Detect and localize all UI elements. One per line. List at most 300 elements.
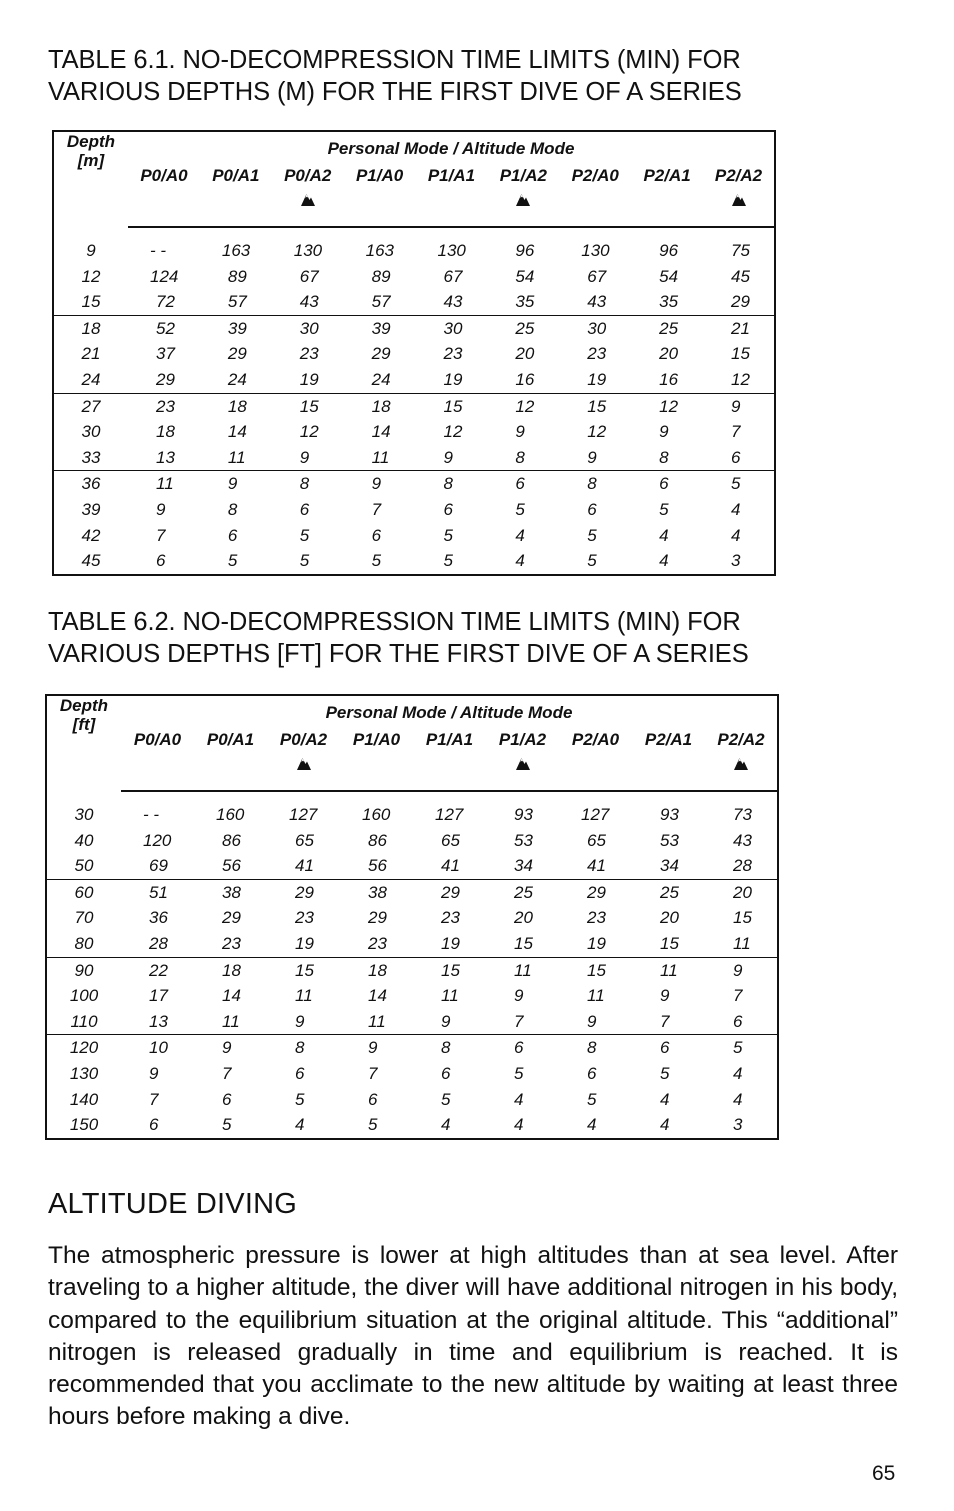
altitude-mountain-icon: [296, 756, 312, 771]
limit-cell: 23: [156, 396, 175, 416]
limit-cell: 14: [368, 986, 387, 1006]
table-row: [53, 548, 775, 575]
limit-cell: 43: [272, 289, 344, 315]
limit-cell: 19: [413, 931, 486, 957]
limit-cell: 7: [733, 986, 743, 1006]
limit-cell: 15: [299, 396, 319, 416]
table-row: [53, 523, 775, 549]
depth-cell: 50: [46, 853, 121, 879]
depth-cell: 21: [81, 344, 101, 364]
depth-cell: 40: [74, 830, 94, 850]
limit-cell: 89: [371, 266, 391, 286]
limit-cell: 6: [587, 1063, 597, 1083]
limit-cell: 23: [299, 344, 319, 364]
table-row: [46, 931, 778, 957]
mode-column-header: [200, 166, 272, 227]
limit-cell: 5: [299, 551, 310, 571]
limit-cell: 72: [128, 289, 200, 315]
mode-column-header: [487, 166, 559, 227]
limit-cell: 9: [413, 1009, 486, 1035]
limit-cell: 7: [222, 1063, 232, 1083]
limit-cell: 7: [632, 1009, 705, 1035]
table-6-2-title-line1: TABLE 6.2. NO-DECOMPRESSION TIME LIMITS (MIN) FOR: [48, 608, 741, 636]
limit-cell: 35: [631, 289, 703, 315]
depth-column-header: Depth [m]: [66, 132, 116, 170]
limit-cell: 6: [705, 1009, 778, 1035]
table-row: [46, 983, 778, 1009]
limit-cell: 25: [515, 318, 535, 338]
depth-cell: 18: [81, 318, 101, 338]
limit-cell: - -: [150, 241, 167, 260]
limit-cell: 12: [515, 396, 535, 416]
table-body: [53, 227, 775, 575]
limit-cell: 11: [514, 960, 532, 980]
limit-cell: 39: [371, 318, 391, 338]
limit-cell: 4: [515, 525, 525, 545]
table-row: [46, 1112, 778, 1139]
limit-cell: 18: [227, 396, 247, 416]
mode-column-headers: [46, 730, 778, 791]
limit-cell: 15: [731, 344, 750, 364]
table-6-1-no-deco-limits-m: [52, 130, 776, 576]
mode-column-label: P2/A1: [644, 730, 693, 749]
limit-cell: 7: [368, 1063, 378, 1083]
limit-cell: 9: [731, 396, 741, 416]
limit-cell: 4: [660, 1115, 670, 1135]
mode-column-label: P2/A2: [717, 730, 765, 749]
table-row: [46, 957, 778, 983]
limit-cell: 19: [559, 931, 632, 957]
limit-cell: 9: [272, 445, 344, 471]
mode-column-label: P1/A2: [498, 730, 547, 749]
mode-column-label: P1/A0: [352, 730, 401, 749]
limit-cell: 8: [487, 445, 559, 471]
mode-column-header: [272, 166, 344, 227]
limit-cell: 5: [295, 1089, 305, 1109]
table-row: [46, 1087, 778, 1113]
altitude-mountain-icon: [515, 192, 531, 207]
mode-column-label: P0/A1: [206, 730, 255, 749]
limit-cell: 30: [443, 318, 463, 338]
limit-cell: 29: [368, 908, 387, 928]
limit-cell: 93: [660, 805, 679, 824]
limit-cell: 11: [344, 445, 416, 471]
limit-cell: 5: [368, 1115, 378, 1135]
limit-cell: 9: [416, 445, 488, 471]
limit-cell: - -: [143, 805, 160, 824]
limit-cell: 57: [200, 289, 272, 315]
limit-cell: 11: [340, 1009, 413, 1035]
limit-cell: 96: [515, 241, 535, 260]
depth-cell: 15: [53, 289, 128, 315]
mode-column-headers: [53, 166, 775, 227]
limit-cell: 25: [659, 318, 679, 338]
limit-cell: 4: [587, 1115, 597, 1135]
limit-cell: 67: [299, 266, 319, 286]
limit-cell: 4: [514, 1089, 524, 1109]
limit-cell: 18: [371, 396, 391, 416]
table-row: [53, 367, 775, 393]
limit-cell: 89: [227, 266, 247, 286]
limit-cell: 4: [731, 525, 741, 545]
mode-column-label: P0/A0: [133, 730, 182, 749]
limit-cell: 96: [659, 241, 679, 260]
limit-cell: 25: [660, 882, 679, 902]
limit-cell: 11: [587, 986, 605, 1006]
mode-group-header: Personal Mode / Altitude Mode: [325, 703, 573, 722]
limit-cell: 12: [703, 367, 775, 393]
limit-cell: 6: [660, 1038, 670, 1058]
limit-cell: 6: [703, 445, 775, 471]
limit-cell: 5: [443, 525, 453, 545]
limit-cell: 6: [515, 474, 525, 494]
limit-cell: 4: [514, 1115, 524, 1135]
altitude-mountain-icon: [731, 192, 747, 207]
limit-cell: 4: [659, 525, 669, 545]
limit-cell: 23: [443, 344, 463, 364]
limit-cell: 54: [659, 266, 679, 286]
limit-cell: 5: [515, 499, 525, 519]
table-row: [53, 497, 775, 523]
limit-cell: 6: [587, 499, 597, 519]
limit-cell: 3: [731, 551, 741, 571]
limit-cell: 30: [299, 318, 319, 338]
limit-cell: 34: [632, 853, 705, 879]
depth-cell: 150: [69, 1115, 99, 1135]
limit-cell: 56: [340, 853, 413, 879]
limit-cell: 7: [149, 1089, 159, 1109]
section-heading-altitude-diving: ALTITUDE DIVING: [48, 1188, 297, 1220]
limit-cell: 6: [514, 1038, 524, 1058]
table-row: [53, 341, 775, 367]
depth-cell: 110: [46, 1009, 121, 1035]
depth-column-header: Depth [ft]: [59, 696, 109, 734]
limit-cell: 8: [441, 1038, 451, 1058]
mode-column-label: P2/A2: [714, 166, 763, 185]
altitude-mountain-icon: [733, 756, 749, 771]
limit-cell: 5: [731, 474, 741, 494]
limit-cell: 29: [222, 908, 241, 928]
table-6-1-title-line1: TABLE 6.1. NO-DECOMPRESSION TIME LIMITS (MIN) FOR: [48, 46, 741, 74]
mode-column-header: [632, 730, 705, 791]
limit-cell: 6: [222, 1089, 232, 1109]
depth-cell: 27: [81, 396, 101, 416]
table-6-1-title: [48, 44, 908, 108]
limit-cell: 8: [227, 499, 238, 519]
table-row: [46, 828, 778, 854]
limit-cell: 9: [222, 1038, 232, 1058]
limit-cell: 5: [587, 525, 597, 545]
limit-cell: 15: [587, 396, 607, 416]
limit-cell: 130: [293, 241, 323, 260]
limit-cell: 7: [156, 525, 166, 545]
limit-cell: 15: [486, 931, 559, 957]
limit-cell: 23: [340, 931, 413, 957]
limit-cell: 18: [368, 960, 387, 980]
limit-cell: 4: [733, 1089, 743, 1109]
limit-cell: 6: [659, 474, 669, 494]
table-6-1-title-line2: VARIOUS DEPTHS (M) FOR THE FIRST DIVE OF A SERIES: [48, 78, 742, 106]
mode-column-label: P1/A1: [425, 730, 474, 749]
limit-cell: 9: [559, 1009, 632, 1035]
limit-cell: 29: [227, 344, 247, 364]
limit-cell: 9: [733, 960, 743, 980]
table-6-2-no-deco-limits-ft: [45, 694, 779, 1140]
limit-cell: 15: [443, 396, 463, 416]
limit-cell: 8: [631, 445, 703, 471]
limit-cell: 15: [632, 931, 705, 957]
limit-cell: 8: [295, 1038, 305, 1058]
limit-cell: 21: [731, 318, 750, 338]
limit-cell: 15: [587, 960, 606, 980]
limit-cell: 20: [659, 344, 679, 364]
limit-cell: 29: [703, 289, 775, 315]
limit-cell: 4: [295, 1115, 305, 1135]
limit-cell: 56: [194, 853, 267, 879]
limit-cell: 52: [156, 318, 175, 338]
limit-cell: 41: [559, 853, 632, 879]
limit-cell: 54: [515, 266, 535, 286]
limit-cell: 6: [149, 1115, 159, 1135]
limit-cell: 25: [514, 882, 533, 902]
table-row: [46, 879, 778, 905]
table-row: [46, 1061, 778, 1087]
limit-cell: 34: [486, 853, 559, 879]
table-row: [53, 264, 775, 290]
limit-cell: 5: [371, 551, 382, 571]
limit-cell: 53: [660, 830, 679, 850]
table-body: [46, 791, 778, 1139]
limit-cell: 57: [344, 289, 416, 315]
limit-cell: 6: [295, 1063, 305, 1083]
limit-cell: 29: [441, 882, 460, 902]
mode-column-label: P1/A0: [355, 166, 404, 185]
limit-cell: 20: [733, 882, 752, 902]
limit-cell: 24: [344, 367, 416, 393]
limit-cell: 9: [371, 474, 382, 494]
limit-cell: 69: [121, 853, 194, 879]
limit-cell: 37: [156, 344, 175, 364]
limit-cell: 15: [441, 960, 460, 980]
limit-cell: 6: [441, 1063, 451, 1083]
limit-cell: 4: [441, 1115, 451, 1135]
limit-cell: 93: [514, 805, 533, 824]
limit-cell: 9: [227, 474, 238, 494]
limit-cell: 23: [441, 908, 460, 928]
limit-cell: 9: [515, 422, 525, 442]
depth-cell: 33: [53, 445, 128, 471]
table-6-2-title: [48, 606, 908, 670]
table-row: [53, 315, 775, 341]
limit-cell: 39: [227, 318, 247, 338]
limit-cell: 127: [435, 805, 464, 824]
limit-cell: 11: [156, 474, 174, 494]
limit-cell: 5: [441, 1089, 451, 1109]
limit-cell: 127: [581, 805, 610, 824]
limit-cell: 11: [194, 1009, 267, 1035]
limit-cell: 38: [368, 882, 387, 902]
depth-cell: 39: [81, 499, 101, 519]
limit-cell: 73: [733, 805, 752, 824]
limit-cell: 4: [733, 1063, 743, 1083]
limit-cell: 6: [371, 525, 382, 545]
limit-cell: 9: [559, 445, 631, 471]
limit-cell: 12: [443, 422, 463, 442]
limit-cell: 43: [559, 289, 631, 315]
limit-cell: 6: [227, 525, 238, 545]
limit-cell: 6: [443, 499, 453, 519]
mode-column-label: P0/A0: [140, 166, 188, 185]
limit-cell: 9: [149, 1063, 159, 1083]
limit-cell: 86: [222, 830, 241, 850]
altitude-diving-paragraph: The atmospheric pressure is lower at high altitudes than at sea level. After traveling to a higher altitude, the diver will have additional nitrogen in his body, compared to the equilibrium situation at the original altitude. This “additional” nitrogen is released gradually in time and equilibrium is reached. It is recommended that you acclimate to the new altitude by waiting at least three hours before making a dive.: [48, 1242, 898, 1431]
depth-cell: 12: [81, 266, 101, 286]
limit-cell: 17: [149, 986, 168, 1006]
altitude-mountain-icon: [300, 192, 316, 207]
limit-cell: 6: [299, 499, 310, 519]
limit-cell: 29: [128, 367, 200, 393]
limit-cell: 28: [121, 931, 194, 957]
limit-cell: 18: [222, 960, 241, 980]
limit-cell: 65: [441, 830, 460, 850]
limit-cell: 23: [295, 908, 314, 928]
table-row: [46, 905, 778, 931]
limit-cell: 7: [371, 499, 382, 519]
limit-cell: 23: [587, 344, 607, 364]
depth-cell: 90: [74, 960, 94, 980]
depth-cell: 45: [81, 551, 101, 571]
limit-cell: 7: [731, 422, 741, 442]
limit-cell: 41: [413, 853, 486, 879]
limit-cell: 5: [660, 1063, 670, 1083]
limit-cell: 130: [581, 241, 610, 260]
limit-cell: 23: [587, 908, 606, 928]
limit-cell: 16: [487, 367, 559, 393]
limit-cell: 86: [368, 830, 387, 850]
limit-cell: 11: [705, 931, 778, 957]
depth-cell: 100: [69, 986, 99, 1006]
altitude-mountain-icon: [515, 756, 531, 771]
depth-cell: 60: [74, 882, 94, 902]
table-row: [46, 1009, 778, 1035]
limit-cell: 130: [437, 241, 466, 260]
limit-cell: 9: [514, 986, 524, 1006]
depth-cell: 9: [86, 241, 96, 260]
depth-cell: 80: [46, 931, 121, 957]
limit-cell: 36: [149, 908, 168, 928]
limit-cell: 9: [267, 1009, 340, 1035]
limit-cell: 14: [222, 986, 241, 1006]
limit-cell: 43: [416, 289, 488, 315]
limit-cell: 19: [416, 367, 488, 393]
table-row: [53, 238, 775, 264]
limit-cell: 5: [227, 551, 238, 571]
mode-column-label: P0/A1: [212, 166, 260, 185]
table-top-spacer: [46, 791, 778, 802]
limit-cell: 20: [514, 908, 533, 928]
table-row: [53, 419, 775, 445]
limit-cell: 5: [299, 525, 310, 545]
limit-cell: 14: [227, 422, 247, 442]
mode-column-header: [559, 730, 632, 791]
mode-column-header: [486, 730, 559, 791]
limit-cell: 14: [371, 422, 391, 442]
limit-cell: 67: [443, 266, 463, 286]
limit-cell: 45: [731, 266, 750, 286]
depth-cell: 130: [69, 1063, 99, 1083]
limit-cell: 7: [486, 1009, 559, 1035]
mode-column-header: [340, 730, 413, 791]
limit-cell: 28: [705, 853, 778, 879]
limit-cell: 127: [289, 805, 318, 824]
limit-cell: 30: [587, 318, 607, 338]
limit-cell: 11: [441, 986, 459, 1006]
limit-cell: 8: [587, 1038, 597, 1058]
limit-cell: 5: [443, 551, 453, 571]
limit-cell: 19: [272, 367, 344, 393]
mode-column-header: [194, 730, 267, 791]
limit-cell: 22: [149, 960, 168, 980]
limit-cell: 12: [659, 396, 679, 416]
mode-group-header: Personal Mode / Altitude Mode: [327, 139, 575, 158]
depth-cell: 24: [53, 367, 128, 393]
limit-cell: 160: [362, 805, 391, 824]
limit-cell: 29: [587, 882, 606, 902]
mode-column-label: P2/A0: [571, 166, 619, 185]
mode-column-header: [121, 730, 194, 791]
limit-cell: 20: [660, 908, 679, 928]
limit-cell: 12: [587, 422, 607, 442]
limit-cell: 163: [221, 241, 251, 260]
limit-cell: 4: [731, 499, 741, 519]
limit-cell: 53: [514, 830, 533, 850]
limit-cell: 65: [587, 830, 606, 850]
limit-cell: 75: [731, 241, 750, 260]
mode-column-label: P2/A1: [643, 166, 691, 185]
limit-cell: 9: [660, 986, 670, 1006]
mode-column-header: [703, 166, 775, 227]
limit-cell: 4: [515, 551, 525, 571]
limit-cell: 18: [156, 422, 175, 442]
depth-cell: 42: [81, 525, 101, 545]
limit-cell: 43: [733, 830, 752, 850]
mode-column-header: [128, 166, 200, 227]
limit-cell: 5: [587, 1089, 597, 1109]
table-row: [46, 802, 778, 828]
mode-column-label: P1/A1: [427, 166, 476, 185]
table-row: [46, 853, 778, 879]
limit-cell: 35: [487, 289, 559, 315]
limit-cell: 120: [143, 830, 172, 850]
mode-column-header: [559, 166, 631, 227]
mode-column-header: [416, 166, 488, 227]
limit-cell: 15: [295, 960, 314, 980]
table-row: [53, 445, 775, 471]
limit-cell: 124: [150, 266, 179, 286]
limit-cell: 15: [733, 908, 752, 928]
limit-cell: 9: [659, 422, 669, 442]
limit-cell: 5: [514, 1063, 524, 1083]
limit-cell: 8: [299, 474, 310, 494]
limit-cell: 11: [660, 960, 678, 980]
limit-cell: 20: [515, 344, 535, 364]
depth-cell: 30: [81, 422, 101, 442]
limit-cell: 38: [222, 882, 241, 902]
limit-cell: 5: [659, 499, 669, 519]
mode-column-label: P1/A2: [499, 166, 547, 185]
mode-column-header: [413, 730, 486, 791]
limit-cell: 4: [660, 1089, 670, 1109]
